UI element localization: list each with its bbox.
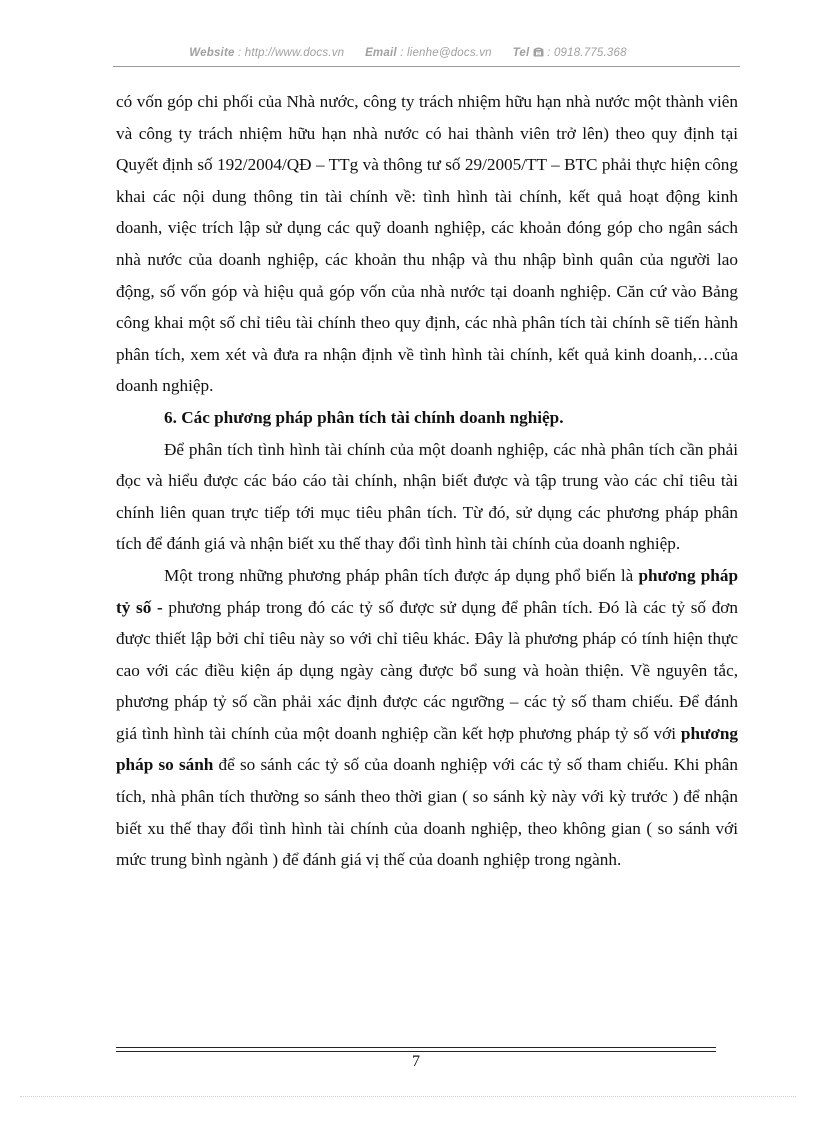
- comparison-method-term: phương pháp so sánh: [116, 723, 738, 775]
- footer-divider-top: [116, 1047, 716, 1048]
- email-label: Email: [365, 47, 397, 59]
- page-bottom-border: [20, 1096, 796, 1097]
- header-divider: [113, 66, 740, 67]
- paragraph-1: có vốn góp chi phối của Nhà nước, công ty trách nhiệm hữu hạn nhà nước một thành viên và công ty trách nhiệm hữu hạn nhà nước có hai thành viên trở lên) theo quy định tại Quyết định số 192/2004/QĐ – TTg và thông tư số 29/2005/TT – BTC phải thực hiện công khai các nội dung thông tin tài chính về: tình hình tài chính, kết quả hoạt động kinh doanh, việc trích lập sử dụng các quỹ doanh nghiệp, các khoản đóng góp cho ngân sách nhà nước của doanh nghiệp, các khoản thu nhập và thu nhập bình quân của người lao động, số vốn góp và hiệu quả góp vốn của nhà nước tại doanh nghiệp. Căn cứ vào Bảng công khai một số chỉ tiêu tài chính theo quy định, các nhà phân tích tài chính sẽ tiến hành phân tích, xem xét và đưa ra nhận định về tình hình tài chính, kết quả kinh doanh,…của doanh nghiệp.: [116, 92, 738, 396]
- paragraph-3-text-c: để so sánh các tỷ số của doanh nghiệp với các tỷ số tham chiếu. Khi phân tích, nhà phân tích thường so sánh theo thời gian ( so sánh kỳ này với kỳ trước ) để nhận biết xu thế thay đổi tình hình tài chính của doanh nghiệp, theo không gian ( so sánh với mức trung bình ngành ) để đánh giá vị thế của doanh nghiệp trong ngành.: [116, 755, 738, 870]
- footer-divider-bottom: [116, 1051, 716, 1052]
- phone-icon: [533, 47, 547, 59]
- tel-label: Tel: [512, 47, 530, 59]
- document-body: [116, 86, 738, 876]
- page-header: [0, 47, 816, 59]
- email-value: : lienhe@docs.vn: [400, 47, 492, 59]
- paragraph-3: [116, 560, 738, 876]
- website-value: : http://www.docs.vn: [237, 47, 345, 59]
- tel-value: : 0918.775.368: [547, 47, 627, 59]
- paragraph-3-text-a: Một trong những phương pháp phân tích được áp dụng phổ biến là: [164, 565, 639, 585]
- page-number: 7: [412, 1053, 420, 1070]
- paragraph-3-text-b: phương pháp trong đó các tỷ số được sử dụng để phân tích. Đó là các tỷ số đơn được thiết lập bởi chỉ tiêu này so với chỉ tiêu khác. Đây là phương pháp có tính hiện thực cao với các điều kiện áp dụng ngày càng được bổ sung và hoàn thiện. Về nguyên tắc, phương pháp tỷ số cần phải xác định được các ngưỡng – các tỷ số tham chiếu. Để đánh giá tình hình tài chính của một doanh nghiệp cần kết hợp phương pháp tỷ số với: [116, 597, 738, 743]
- paragraph-2: Để phân tích tình hình tài chính của một doanh nghiệp, các nhà phân tích cần phải đọc và hiểu được các báo cáo tài chính, nhận biết được và tập trung vào các chỉ tiêu tài chính liên quan trực tiếp tới mục tiêu phân tích. Từ đó, sử dụng các phương pháp phân tích để đánh giá và nhận biết xu thế thay đổi tình hình tài chính của doanh nghiệp.: [116, 439, 738, 554]
- section-heading: 6. Các phương pháp phân tích tài chính doanh nghiệp.: [164, 407, 564, 427]
- ratio-method-term: phương pháp tỷ số -: [116, 565, 738, 617]
- website-label: Website: [189, 47, 235, 59]
